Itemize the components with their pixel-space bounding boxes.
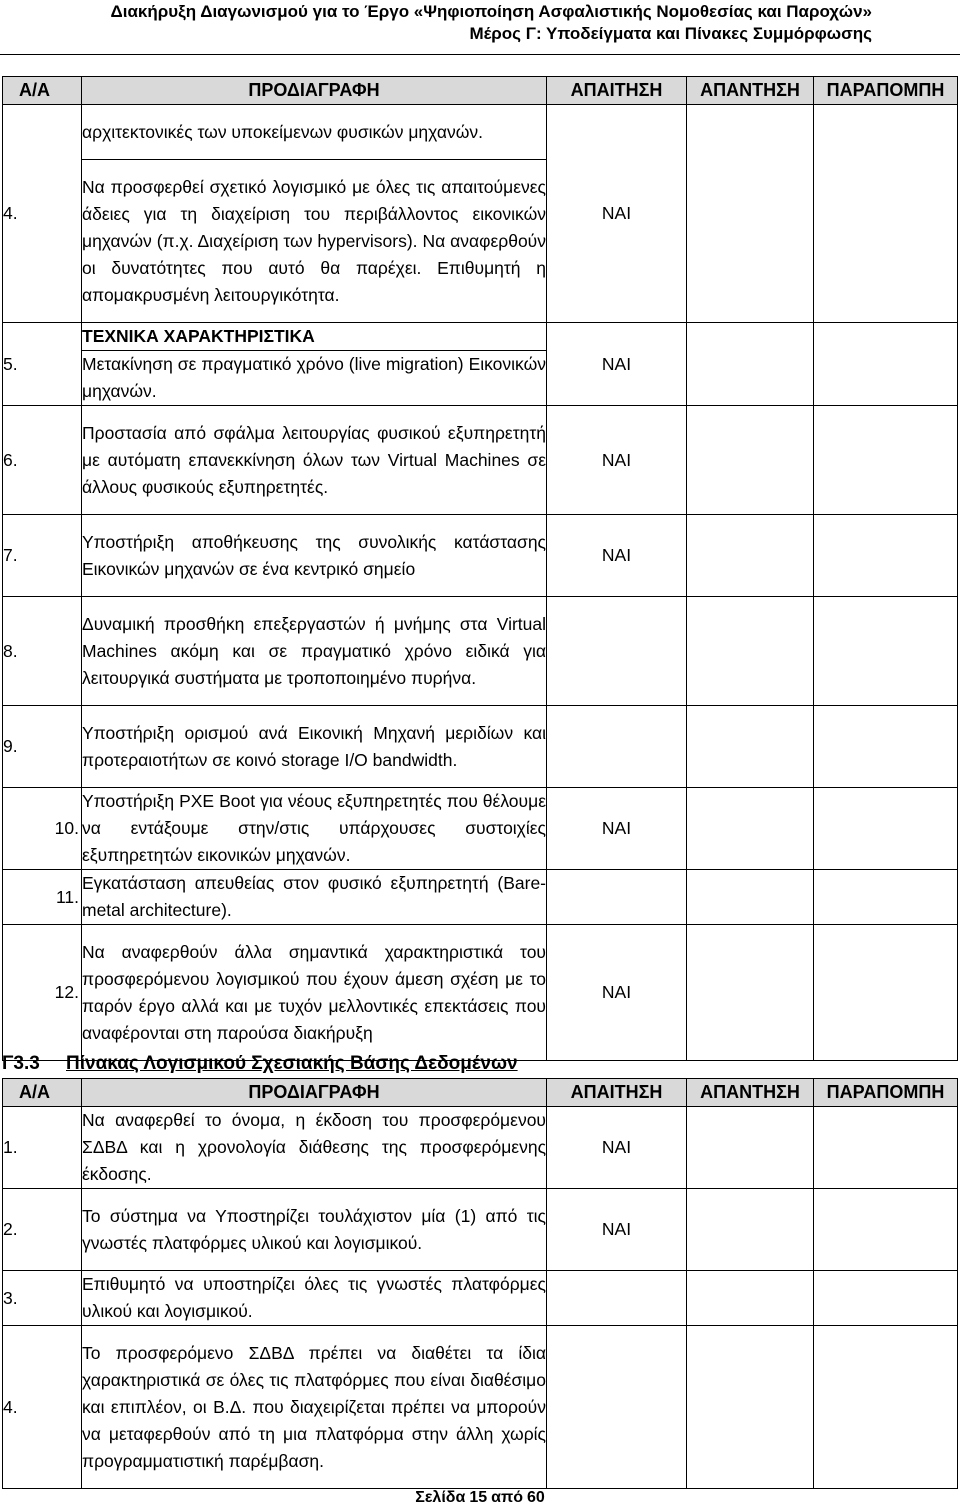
row-reference [814,515,958,597]
col-header-req: ΑΠΑΙΤΗΣΗ [547,1079,687,1107]
row-number: 7. [3,515,82,597]
row-number: 9. [3,706,82,788]
row-reference [814,1326,958,1489]
col-header-spec: ΠΡΟΔΙΑΓΡΑΦΗ [82,1079,547,1107]
footer-page-number: 15 [469,1489,488,1506]
row-answer [687,323,814,406]
table-row [3,406,958,515]
row-requirement: ΝΑΙ [547,406,687,515]
footer-label: Σελίδα [415,1489,466,1506]
row-spec: Να αναφερθούν άλλα σημαντικά χαρακτηριστικά του προσφερόμενου λογισμικού που έχουν άμεση σχέση με το παρόν έργο αλλά και με τυχόν μελλοντικές επεκτάσεις που αναφέρονται στη παρούσα διακήρυξη [82,925,547,1061]
row-requirement: ΝΑΙ [547,1107,687,1189]
row-spec: Προστασία από σφάλμα λειτουργίας φυσικού εξυπηρετητή με αυτόματη επανεκκίνηση όλων των Virtual Machines σε άλλους φυσικούς εξυπηρετητές. [82,406,547,515]
row-requirement [547,1271,687,1326]
row-number: 11. [3,870,82,925]
col-header-ref: ΠΑΡΑΠΟΜΠΗ [814,77,958,105]
section-title [2,1050,518,1077]
table-row [3,1326,958,1489]
row-number: 12. [3,925,82,1061]
row-requirement [547,706,687,788]
compliance-table-virtualization [2,76,958,1061]
section-code: Γ3.3 [2,1053,40,1074]
row-answer [687,1107,814,1189]
table-row [3,788,958,870]
table-row [3,597,958,706]
table-row [3,1189,958,1271]
row-answer [687,1189,814,1271]
row-reference [814,323,958,406]
table-row [3,706,958,788]
col-header-answer: ΑΠΑΝΤΗΣΗ [687,77,814,105]
row-requirement [547,597,687,706]
row-answer [687,597,814,706]
document-header-subtitle: Μέρος Γ: Υποδείγματα και Πίνακες Συμμόρφωσης [469,24,872,43]
row-reference [814,870,958,925]
row-requirement: ΝΑΙ [547,323,687,406]
section-title-text: Πίνακας Λογισμικού Σχεσιακής Βάσης Δεδομένων [66,1053,518,1074]
row-number: 5. [3,323,82,406]
row-spec: Μετακίνηση σε πραγματικό χρόνο (live migration) Εικονικών μηχανών. [82,351,547,406]
row-number: 10. [3,788,82,870]
table-row [3,515,958,597]
row-requirement: ΝΑΙ [547,105,687,323]
col-header-spec: ΠΡΟΔΙΑΓΡΑΦΗ [82,77,547,105]
col-header-answer: ΑΠΑΝΤΗΣΗ [687,1079,814,1107]
row-reference [814,1107,958,1189]
row-answer [687,788,814,870]
row-number: 1. [3,1107,82,1189]
row-number: 8. [3,597,82,706]
table-header-row [3,77,958,105]
row-spec: Να προσφερθεί σχετικό λογισμικό με όλες τις απαιτούμενες άδειες για τη διαχείριση του περιβάλλοντος εικονικών μηχανών (π.χ. Διαχείριση των hypervisors). Να αναφερθούν οι δυνατότητες που αυτό θα παρέχει. Επιθυμητή η απομακρυσμένη λειτουργικότητα. [82,160,547,323]
row-answer [687,706,814,788]
row-spec: Επιθυμητό να υποστηρίζει όλες τις γνωστές πλατφόρμες υλικού και λογισμικού. [82,1271,547,1326]
row-answer [687,105,814,323]
row-reference [814,597,958,706]
row-spec: Υποστήριξη PXE Boot για νέους εξυπηρετητές που θέλουμε να εντάξουμε στην/στις υπάρχουσες συστοιχίες εξυπηρετητών εικονικών μηχανών. [82,788,547,870]
footer-total-pages: 60 [526,1489,545,1506]
row-number: 2. [3,1189,82,1271]
col-header-aa: Α/Α [3,77,82,105]
table-row [3,323,958,351]
section-heading-technical: ΤΕΧΝΙΚΑ ΧΑΡΑΚΤΗΡΙΣΤΙΚΑ [82,323,547,351]
row-spec: Υποστήριξη αποθήκευσης της συνολικής κατάστασης Εικονικών μηχανών σε ένα κεντρικό σημείο [82,515,547,597]
row-requirement: ΝΑΙ [547,1189,687,1271]
row-answer [687,515,814,597]
row-reference [814,406,958,515]
row-spec: Εγκατάσταση απευθείας στον φυσικό εξυπηρετητή (Bare-metal architecture). [82,870,547,925]
table-header-row [3,1079,958,1107]
row-reference [814,706,958,788]
document-header-title: Διακήρυξη Διαγωνισμού για το Έργο «Ψηφιοποίηση Ασφαλιστικής Νομοθεσίας και Παροχών» [110,2,872,21]
row-answer [687,1326,814,1489]
table-row [3,870,958,925]
row-spec-continued: αρχιτεκτονικές των υποκείμενων φυσικών μηχανών. [82,105,547,160]
row-answer [687,1271,814,1326]
row-spec: Να αναφερθεί το όνομα, η έκδοση του προσφερόμενου ΣΔΒΔ και η χρονολογία διάθεσης της προσφερόμενης έκδοσης. [82,1107,547,1189]
row-spec: Το σύστημα να Υποστηρίζει τουλάχιστον μία (1) από τις γνωστές πλατφόρμες υλικού και λογισμικού. [82,1189,547,1271]
col-header-ref: ΠΑΡΑΠΟΜΠΗ [814,1079,958,1107]
row-spec: Υποστήριξη ορισμού ανά Εικονική Μηχανή μεριδίων και προτεραιοτήτων σε κοινό storage I/O bandwidth. [82,706,547,788]
row-spec: Δυναμική προσθήκη επεξεργαστών ή μνήμης στα Virtual Machines ακόμη και σε πραγματικό χρόνο ειδικά για λειτουργικά συστήματα με τροποποιημένο πυρήνα. [82,597,547,706]
footer-of: από [491,1489,523,1506]
table-row [3,1107,958,1189]
row-number: 6. [3,406,82,515]
row-number: 4. [3,1326,82,1489]
row-requirement: ΝΑΙ [547,925,687,1061]
row-requirement: ΝΑΙ [547,788,687,870]
row-requirement [547,870,687,925]
col-header-req: ΑΠΑΙΤΗΣΗ [547,77,687,105]
row-answer [687,925,814,1061]
table-row [3,1271,958,1326]
row-reference [814,1271,958,1326]
row-answer [687,870,814,925]
row-answer [687,406,814,515]
row-requirement: ΝΑΙ [547,515,687,597]
row-reference [814,1189,958,1271]
row-spec: Το προσφερόμενο ΣΔΒΔ πρέπει να διαθέτει τα ίδια χαρακτηριστικά σε όλες τις πλατφόρμες που είναι διαθέσιμο και επιπλέον, οι Β.Δ. που διαχειρίζεται πρέπει να μπορούν να μεταφερθούν από τη μια πλατφόρμα στην άλλη χωρίς προγραμματιστική παρέμβαση. [82,1326,547,1489]
page-footer [0,1489,960,1507]
compliance-table-rdbms [2,1078,958,1489]
row-reference [814,925,958,1061]
table-row [3,925,958,1061]
row-number: 4. [3,105,82,323]
table-row [3,105,958,160]
row-reference [814,788,958,870]
header-divider [0,54,960,55]
row-number: 3. [3,1271,82,1326]
row-reference [814,105,958,323]
col-header-aa: Α/Α [3,1079,82,1107]
row-requirement [547,1326,687,1489]
